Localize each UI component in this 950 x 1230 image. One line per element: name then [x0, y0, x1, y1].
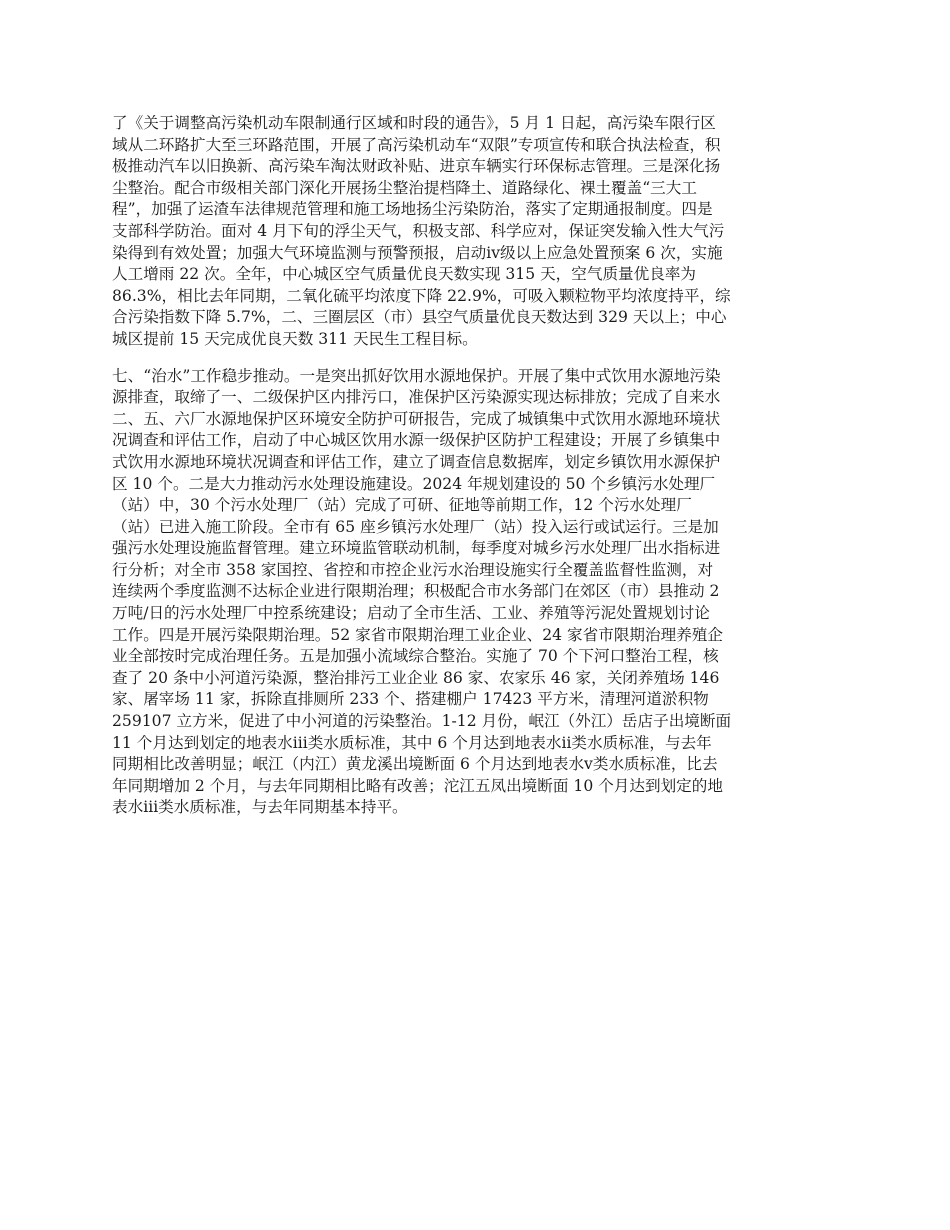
text-line: 家、屠宰场 11 家，拆除直排厕所 233 个、搭建棚户 17423 平方米，清理河道淤积物	[112, 690, 709, 709]
text-line: 合污染指数下降 5.7%，二、三圈层区（市）县空气质量优良天数达到 329 天以上；中心	[112, 308, 727, 327]
text-line: 支部科学防治。面对 4 月下旬的浮尘天气，积极支部、科学应对，保证突发输入性大气污	[112, 221, 725, 240]
text-line: 表水ⅲ类水质标准，与去年同期基本持平。	[112, 798, 408, 817]
text-line: 259107 立方米，促进了中小河道的污染整治。1-12 月份，岷江（外江）岳店子出境断面	[112, 712, 732, 731]
text-line: 二、五、六厂水源地保护区环境安全防护可研报告，完成了城镇集中式饮用水源地环境状	[112, 409, 721, 428]
document-page	[112, 113, 840, 819]
text-line: 况调查和评估工作，启动了中心城区饮用水源一级保护区防护工程建设；开展了乡镇集中	[112, 431, 721, 450]
text-line: 城区提前 15 天完成优良天数 311 天民生工程目标。	[112, 329, 478, 348]
text-line: 程”，加强了运渣车法律规范管理和施工场地扬尘污染防治，落实了定期通报制度。四是	[112, 200, 713, 219]
text-line: 染得到有效处置；加强大气环境监测与预警预报，启动ⅳ级以上应急处置预案 6 次，实施	[112, 243, 723, 262]
text-line: 业全部按时完成治理任务。五是加强小流域综合整治。实施了 70 个下河口整治工程，核	[112, 647, 719, 666]
text-line: 年同期增加 2 个月，与去年同期相比略有改善；沱江五凤出境断面 10 个月达到划定的地	[112, 776, 723, 795]
text-line: 极推动汽车以旧换新、高污染车淘汰财政补贴、进京车辆实行环保标志管理。三是深化扬	[112, 157, 721, 176]
text-line: 了《关于调整高污染机动车限制通行区域和时段的通告》，5 月 1 日起，高污染车限行区	[112, 114, 716, 132]
text-line: 11 个月达到划定的地表水ⅲ类水质标准，其中 6 个月达到地表水ⅱ类水质标准，与去年	[112, 733, 712, 752]
text-line: 人工增雨 22 次。全年，中心城区空气质量优良天数实现 315 天，空气质量优良率为	[112, 265, 697, 284]
paragraph-air-quality	[112, 113, 840, 351]
text-line: 连续两个季度监测不达标企业进行限期治理；积极配合市水务部门在郊区（市）县推动 2	[112, 582, 720, 601]
text-line: 七、“治水”工作稳步推动。一是突出抓好饮用水源地保护。开展了集中式饮用水源地污染	[112, 366, 721, 385]
text-line: 区 10 个。二是大力推动污水处理设施建设。2024 年规划建设的 50 个乡镇污水处理厂	[112, 474, 716, 493]
text-line: 强污水处理设施监督管理。建立环境监管联动机制，每季度对城乡污水处理厂出水指标进	[112, 539, 721, 558]
text-line: （站）已进入施工阶段。全市有 65 座乡镇污水处理厂（站）投入运行或试运行。三是加	[112, 517, 719, 536]
text-line: 域从二环路扩大至三环路范围，开展了高污染机动车“双限”专项宣传和联合执法检查，积	[112, 135, 721, 154]
text-line: 86.3%，相比去年同期，二氧化硫平均浓度下降 22.9%，可吸入颗粒物平均浓度持平，综	[112, 286, 731, 305]
text-line: 万吨/日的污水处理厂中控系统建设；启动了全市生活、工业、养殖等污泥处置规划讨论	[112, 604, 710, 623]
text-line: 尘整治。配合市级相关部门深化开展扬尘整治提档降土、道路绿化、裸土覆盖“三大工	[112, 178, 697, 197]
text-line: 行分析；对全市 358 家国控、省控和市控企业污水治理设施实行全覆盖监督性监测，对	[112, 560, 714, 579]
paragraph-water-governance	[112, 366, 840, 819]
text-line: 源排查，取缔了一、二级保护区内排污口，准保护区污染源实现达标排放；完成了自来水	[112, 388, 721, 407]
text-line: 工作。四是开展污染限期治理。52 家省市限期治理工业企业、24 家省市限期治理养殖企	[112, 625, 723, 644]
text-line: 式饮用水源地环境状况调查和评估工作，建立了调查信息数据库，划定乡镇饮用水源保护	[112, 452, 721, 471]
text-line: 同期相比改善明显；岷江（内江）黄龙溪出境断面 6 个月达到地表水ⅴ类水质标准，比去	[112, 755, 718, 774]
text-line: 查了 20 条中小河道污染源，整治排污工业企业 86 家、农家乐 46 家，关闭养殖场 146	[112, 668, 720, 687]
text-line: （站）中，30 个污水处理厂（站）完成了可研、征地等前期工作，12 个污水处理厂	[112, 496, 692, 515]
